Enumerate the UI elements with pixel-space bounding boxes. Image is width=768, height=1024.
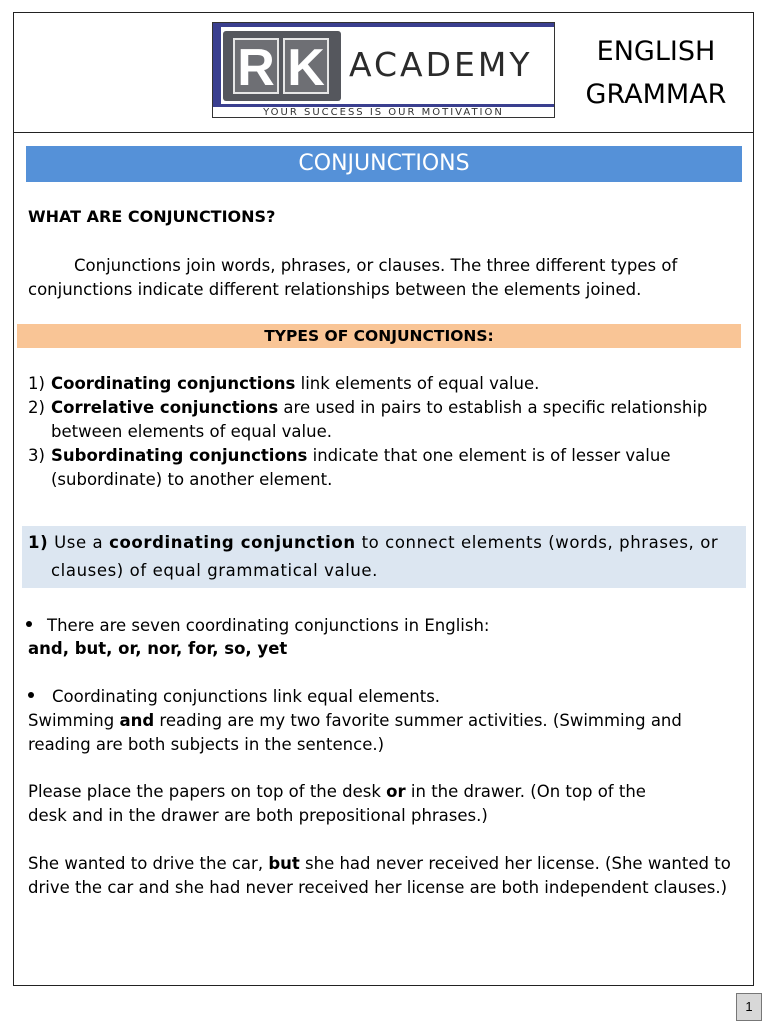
subject-line-2: GRAMMAR <box>585 79 727 110</box>
type-1-number: 1) <box>28 374 45 393</box>
rule-1-pre: Use a <box>48 533 110 552</box>
page-number: 1 <box>736 993 762 1021</box>
intro-line-2: conjunctions indicate different relationships between the elements joined. <box>28 280 642 299</box>
type-3-desc: indicate that one element is of lesser value <box>307 446 671 465</box>
intro-line-1: Conjunctions join words, phrases, or clauses. The three different types of <box>74 256 678 275</box>
logo-letter-k: K <box>283 38 329 94</box>
example-1-pre: Swimming <box>28 711 120 730</box>
rule-1-term: coordinating conjunction <box>109 533 356 552</box>
what-heading: WHAT ARE CONJUNCTIONS? <box>28 207 276 226</box>
book-icon <box>223 31 341 101</box>
type-1-item <box>51 372 539 396</box>
seven-list: and, but, or, nor, for, so, yet <box>28 639 288 658</box>
example-2-pre: Please place the papers on top of the desk <box>28 782 387 801</box>
page-title: CONJUNCTIONS <box>26 146 742 182</box>
type-2-continuation: between elements of equal value. <box>51 422 332 441</box>
subject-line-1: ENGLISH <box>596 36 716 67</box>
example-1-conjunction: and <box>119 711 155 730</box>
type-2-number: 2) <box>28 398 45 417</box>
seven-line: There are seven coordinating conjunctions in English: <box>47 616 490 635</box>
logo-tagline: YOUR SUCCESS IS OUR MOTIVATION <box>263 107 504 118</box>
type-3-continuation: (subordinate) to another element. <box>51 470 333 489</box>
rule-1-post: to connect elements (words, phrases, or <box>355 533 719 552</box>
type-3-term: Subordinating conjunctions <box>51 446 308 465</box>
example-2-line-1 <box>28 780 646 804</box>
type-3-number: 3) <box>28 446 45 465</box>
type-2-item <box>51 396 707 420</box>
example-1-line-2: reading are both subjects in the sentence.) <box>28 735 385 754</box>
bullet-icon <box>26 621 32 627</box>
example-3-line-2: drive the car and she had never received her license are both independent clauses.) <box>28 878 728 897</box>
types-heading: TYPES OF CONJUNCTIONS: <box>17 324 741 348</box>
type-3-item <box>51 444 671 468</box>
example-3-post: she had never received her license. (She wanted to <box>299 854 731 873</box>
equal-line: Coordinating conjunctions link equal elements. <box>52 687 441 706</box>
example-2-post: in the drawer. (On top of the <box>405 782 646 801</box>
example-1-line-1 <box>28 709 682 733</box>
logo-word: ACADEMY <box>349 45 533 84</box>
rule-1-line-1 <box>28 530 718 556</box>
type-1-term: Coordinating conjunctions <box>51 374 296 393</box>
logo-letter-r: R <box>233 38 279 94</box>
rk-academy-logo <box>212 22 555 118</box>
rule-1-number: 1) <box>28 533 49 552</box>
example-3-line-1 <box>28 852 731 876</box>
example-3-pre: She wanted to drive the car, <box>28 854 269 873</box>
example-2-line-2: desk and in the drawer are both prepositional phrases.) <box>28 806 488 825</box>
example-3-conjunction: but <box>268 854 300 873</box>
type-2-term: Correlative conjunctions <box>51 398 279 417</box>
header-divider <box>13 132 754 133</box>
type-1-desc: link elements of equal value. <box>295 374 540 393</box>
type-2-desc: are used in pairs to establish a specific relationship <box>278 398 708 417</box>
example-1-post: reading are my two favorite summer activities. (Swimming and <box>154 711 682 730</box>
rule-1-line-2: clauses) of equal grammatical value. <box>51 561 379 580</box>
subject-title <box>568 30 744 116</box>
example-2-conjunction: or <box>386 782 406 801</box>
bullet-icon <box>28 692 34 698</box>
